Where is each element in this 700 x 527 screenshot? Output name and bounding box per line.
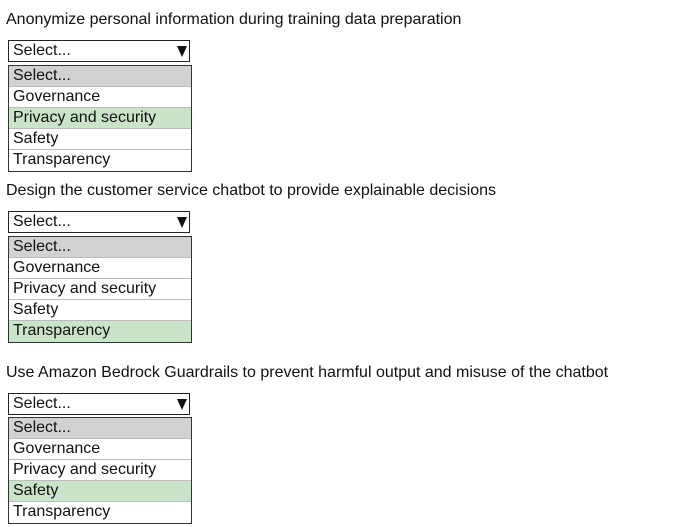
chevron-down-icon[interactable] [177,46,187,57]
option-safety[interactable]: Safety [9,300,191,321]
option-governance[interactable]: Governance [9,258,191,279]
dropdown-value: Select... [13,213,71,230]
dropdown-options-list [8,236,192,343]
option-select[interactable]: Select... [9,237,191,258]
option-governance[interactable]: Governance [9,439,191,460]
chevron-down-icon[interactable] [177,217,187,228]
option-transparency[interactable]: Transparency [13,503,111,520]
option-select[interactable]: Select... [9,66,191,87]
option-safety[interactable]: Safety [9,129,191,150]
answer-dropdown[interactable] [8,393,190,415]
chevron-down-icon[interactable] [177,399,187,410]
answer-dropdown[interactable] [8,211,190,233]
question-prompt: Anonymize personal information during training data preparation [6,11,462,28]
option-privacy-and-security[interactable]: Privacy and security [9,108,191,129]
answer-dropdown[interactable] [8,40,190,62]
dropdown-options-list [8,417,192,524]
option-select[interactable]: Select... [9,418,191,439]
dropdown-options-list [8,65,192,172]
option-governance[interactable]: Governance [9,87,191,108]
option-transparency[interactable]: Transparency [13,151,111,168]
dropdown-value: Select... [13,395,71,412]
question-prompt: Design the customer service chatbot to provide explainable decisions [6,182,497,199]
dropdown-value: Select... [13,42,71,59]
option-safety[interactable]: Safety [9,481,191,502]
option-privacy-and-security[interactable]: Privacy and security [9,279,191,300]
option-transparency[interactable]: Transparency [9,321,191,342]
question-prompt: Use Amazon Bedrock Guardrails to prevent harmful output and misuse of the chatbot [6,364,609,381]
option-privacy-and-security[interactable]: Privacy and security [9,460,191,481]
